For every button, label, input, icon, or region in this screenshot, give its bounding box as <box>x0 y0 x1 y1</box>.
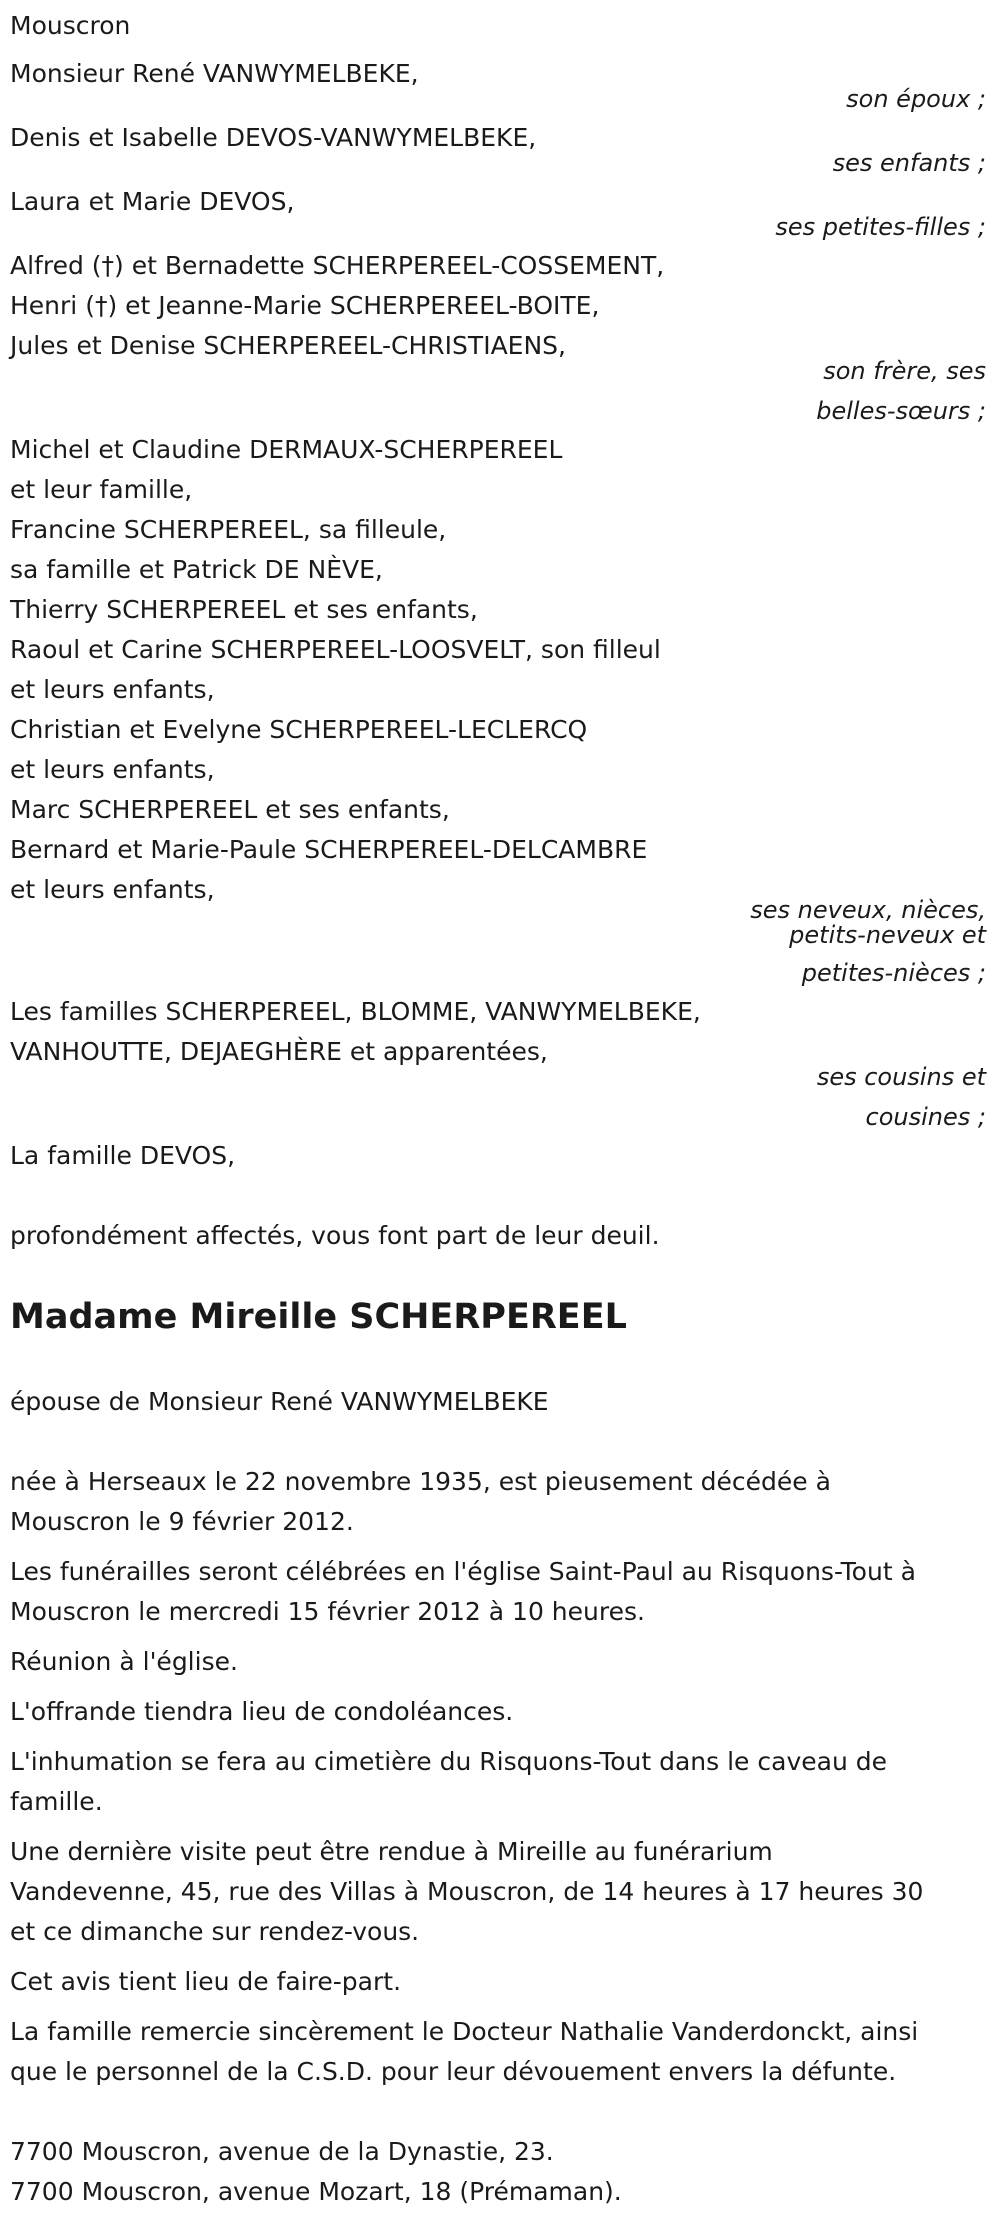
detail-line: famille. <box>10 1787 103 1816</box>
announcement-text: profondément affectés, vous font part de leur deuil. <box>10 1221 660 1250</box>
family-line: Monsieur René VANWYMELBEKE, <box>10 59 419 88</box>
detail-line: L'offrande tiendra lieu de condoléances. <box>10 1697 514 1726</box>
detail-line: L'inhumation se fera au cimetière du Risquons-Tout dans le caveau de <box>10 1747 887 1776</box>
relation-label: ses neveux, nièces, <box>750 896 986 924</box>
family-line: La famille DEVOS, <box>10 1141 236 1170</box>
detail-line: Une dernière visite peut être rendue à Mireille au funérarium <box>10 1837 773 1866</box>
detail-line: Cet avis tient lieu de faire-part. <box>10 1967 402 1996</box>
family-line: Marc SCHERPEREEL et ses enfants, <box>10 795 450 824</box>
family-line: Alfred (†) et Bernadette SCHERPEREEL-COSSEMENT, <box>10 251 665 280</box>
address-line: 7700 Mouscron, avenue de la Dynastie, 23. <box>10 2137 554 2166</box>
detail-line: Les funérailles seront célébrées en l'église Saint-Paul au Risquons-Tout à <box>10 1557 916 1586</box>
city-heading: Mouscron <box>10 11 131 40</box>
detail-line: née à Herseaux le 22 novembre 1935, est pieusement décédée à <box>10 1467 831 1496</box>
detail-line: La famille remercie sincèrement le Docteur Nathalie Vanderdonckt, ainsi <box>10 2017 919 2046</box>
family-line: Bernard et Marie-Paule SCHERPEREEL-DELCAMBRE <box>10 835 648 864</box>
relation-label: petites-nièces ; <box>801 959 986 987</box>
relation-label: cousines ; <box>865 1103 986 1131</box>
address-line: 7700 Mouscron, avenue Mozart, 18 (Prémaman). <box>10 2177 622 2206</box>
detail-line: que le personnel de la C.S.D. pour leur dévouement envers la défunte. <box>10 2057 897 2086</box>
relation-label: belles-sœurs ; <box>816 397 986 425</box>
detail-line: Mouscron le mercredi 15 février 2012 à 10 heures. <box>10 1597 645 1626</box>
family-line: Denis et Isabelle DEVOS-VANWYMELBEKE, <box>10 123 537 152</box>
family-line: Michel et Claudine DERMAUX-SCHERPEREEL <box>10 435 563 464</box>
family-line: Jules et Denise SCHERPEREEL-CHRISTIAENS, <box>10 331 566 360</box>
family-line: Thierry SCHERPEREEL et ses enfants, <box>10 595 478 624</box>
family-line: Raoul et Carine SCHERPEREEL-LOOSVELT, son filleul <box>10 635 661 664</box>
family-line: Christian et Evelyne SCHERPEREEL-LECLERCQ <box>10 715 588 744</box>
relation-label: ses enfants ; <box>832 149 986 177</box>
family-line: Francine SCHERPEREEL, sa filleule, <box>10 515 447 544</box>
family-line: VANHOUTTE, DEJAEGHÈRE et apparentées, <box>10 1037 548 1066</box>
relation-label: son frère, ses <box>823 357 986 385</box>
detail-line: Mouscron le 9 février 2012. <box>10 1507 354 1536</box>
detail-line: Vandevenne, 45, rue des Villas à Mouscron, de 14 heures à 17 heures 30 <box>10 1877 924 1906</box>
relation-label: son époux ; <box>846 85 986 113</box>
family-line: Henri (†) et Jeanne-Marie SCHERPEREEL-BOITE, <box>10 291 600 320</box>
deceased-name: Madame Mireille SCHERPEREEL <box>10 1297 627 1337</box>
relation-label: petits-neveux et <box>789 921 986 949</box>
family-line: et leurs enfants, <box>10 675 215 704</box>
relation-label: ses petites-filles ; <box>775 213 986 241</box>
family-line: et leurs enfants, <box>10 755 215 784</box>
family-line: sa famille et Patrick DE NÈVE, <box>10 555 383 584</box>
family-line: Les familles SCHERPEREEL, BLOMME, VANWYMELBEKE, <box>10 997 701 1026</box>
detail-line: Réunion à l'église. <box>10 1647 238 1676</box>
family-line: et leur famille, <box>10 475 193 504</box>
detail-line: et ce dimanche sur rendez-vous. <box>10 1917 420 1946</box>
family-line: Laura et Marie DEVOS, <box>10 187 295 216</box>
spouse-line: épouse de Monsieur René VANWYMELBEKE <box>10 1387 549 1416</box>
relation-label: ses cousins et <box>816 1063 986 1091</box>
family-line: et leurs enfants, <box>10 875 215 904</box>
